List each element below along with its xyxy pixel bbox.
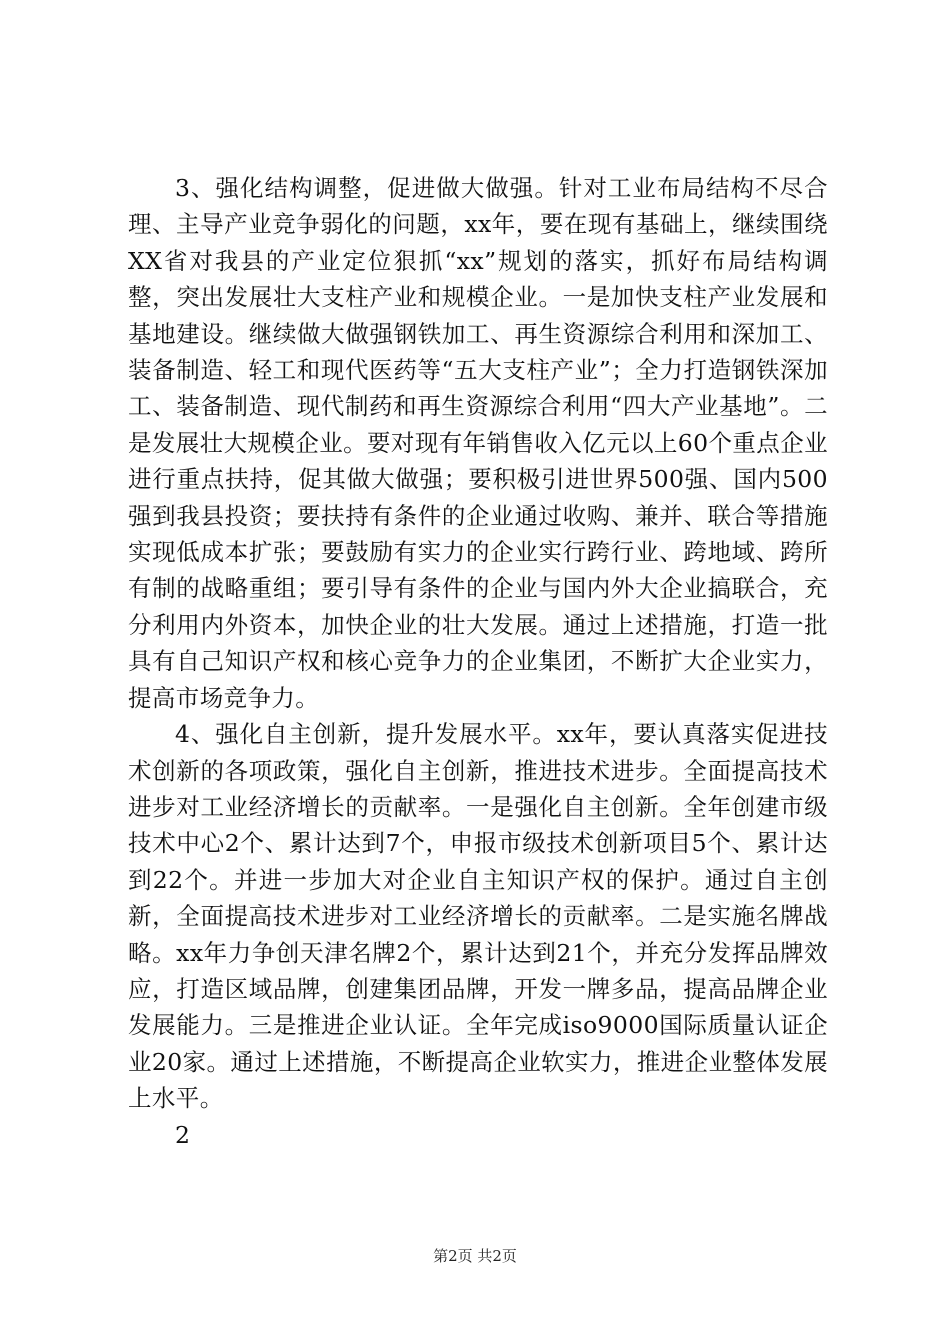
paragraph-independent-innovation: 4、强化自主创新，提升发展水平。xx年，要认真落实促进技术创新的各项政策，强化自主创新，推进技术进步。全面提高技术进步对工业经济增长的贡献率。一是强化自主创新。全年创建市级技术中心2个、累计达到7个，申报市级技术创新项目5个、累计达到22个。并进一步加大对企业自主知识产权的保护。通过自主创新，全面提高技术进步对工业经济增长的贡献率。二是实施名牌战略。xx年力争创天津名牌2个，累计达到21个，并充分发挥品牌效应，打造区域品牌，创建集团品牌，开发一牌多品，提高品牌企业发展能力。三是推进企业认证。全年完成iso9000国际质量认证企业20家。通过上述措施，不断提高企业软实力，推进企业整体发展上水平。 — [128, 720, 828, 1113]
paragraph-structure-adjustment: 3、强化结构调整，促进做大做强。针对工业布局结构不尽合理、主导产业竞争弱化的问题，xx年，要在现有基础上，继续围绕XX省对我县的产业定位狠抓“xx”规划的落实，抓好布局结构调整，突出发展壮大支柱产业和规模企业。一是加快支柱产业发展和基地建设。继续做大做强钢铁加工、再生资源综合利用和深加工、装备制造、轻工和现代医药等“五大支柱产业”；全力打造钢铁深加工、装备制造、现代制药和再生资源综合利用“四大产业基地”。二是发展壮大规模企业。要对现有年销售收入亿元以上60个重点企业进行重点扶持，促其做大做强；要积极引进世界500强、国内500强到我县投资；要扶持有条件的企业通过收购、兼并、联合等措施实现低成本扩张；要鼓励有实力的企业实行跨行业、跨地域、跨所有制的战略重组；要引导有条件的企业与国内外大企业搞联合，充分利用内外资本，加快企业的壮大发展。通过上述措施，打造一批具有自己知识产权和核心竞争力的企业集团，不断扩大企业实力，提高市场竞争力。 — [128, 174, 828, 712]
inline-page-number: 2 — [175, 1120, 190, 1149]
page-footer: 第2页 共2页 — [433, 1247, 517, 1265]
document-body — [128, 170, 828, 1153]
